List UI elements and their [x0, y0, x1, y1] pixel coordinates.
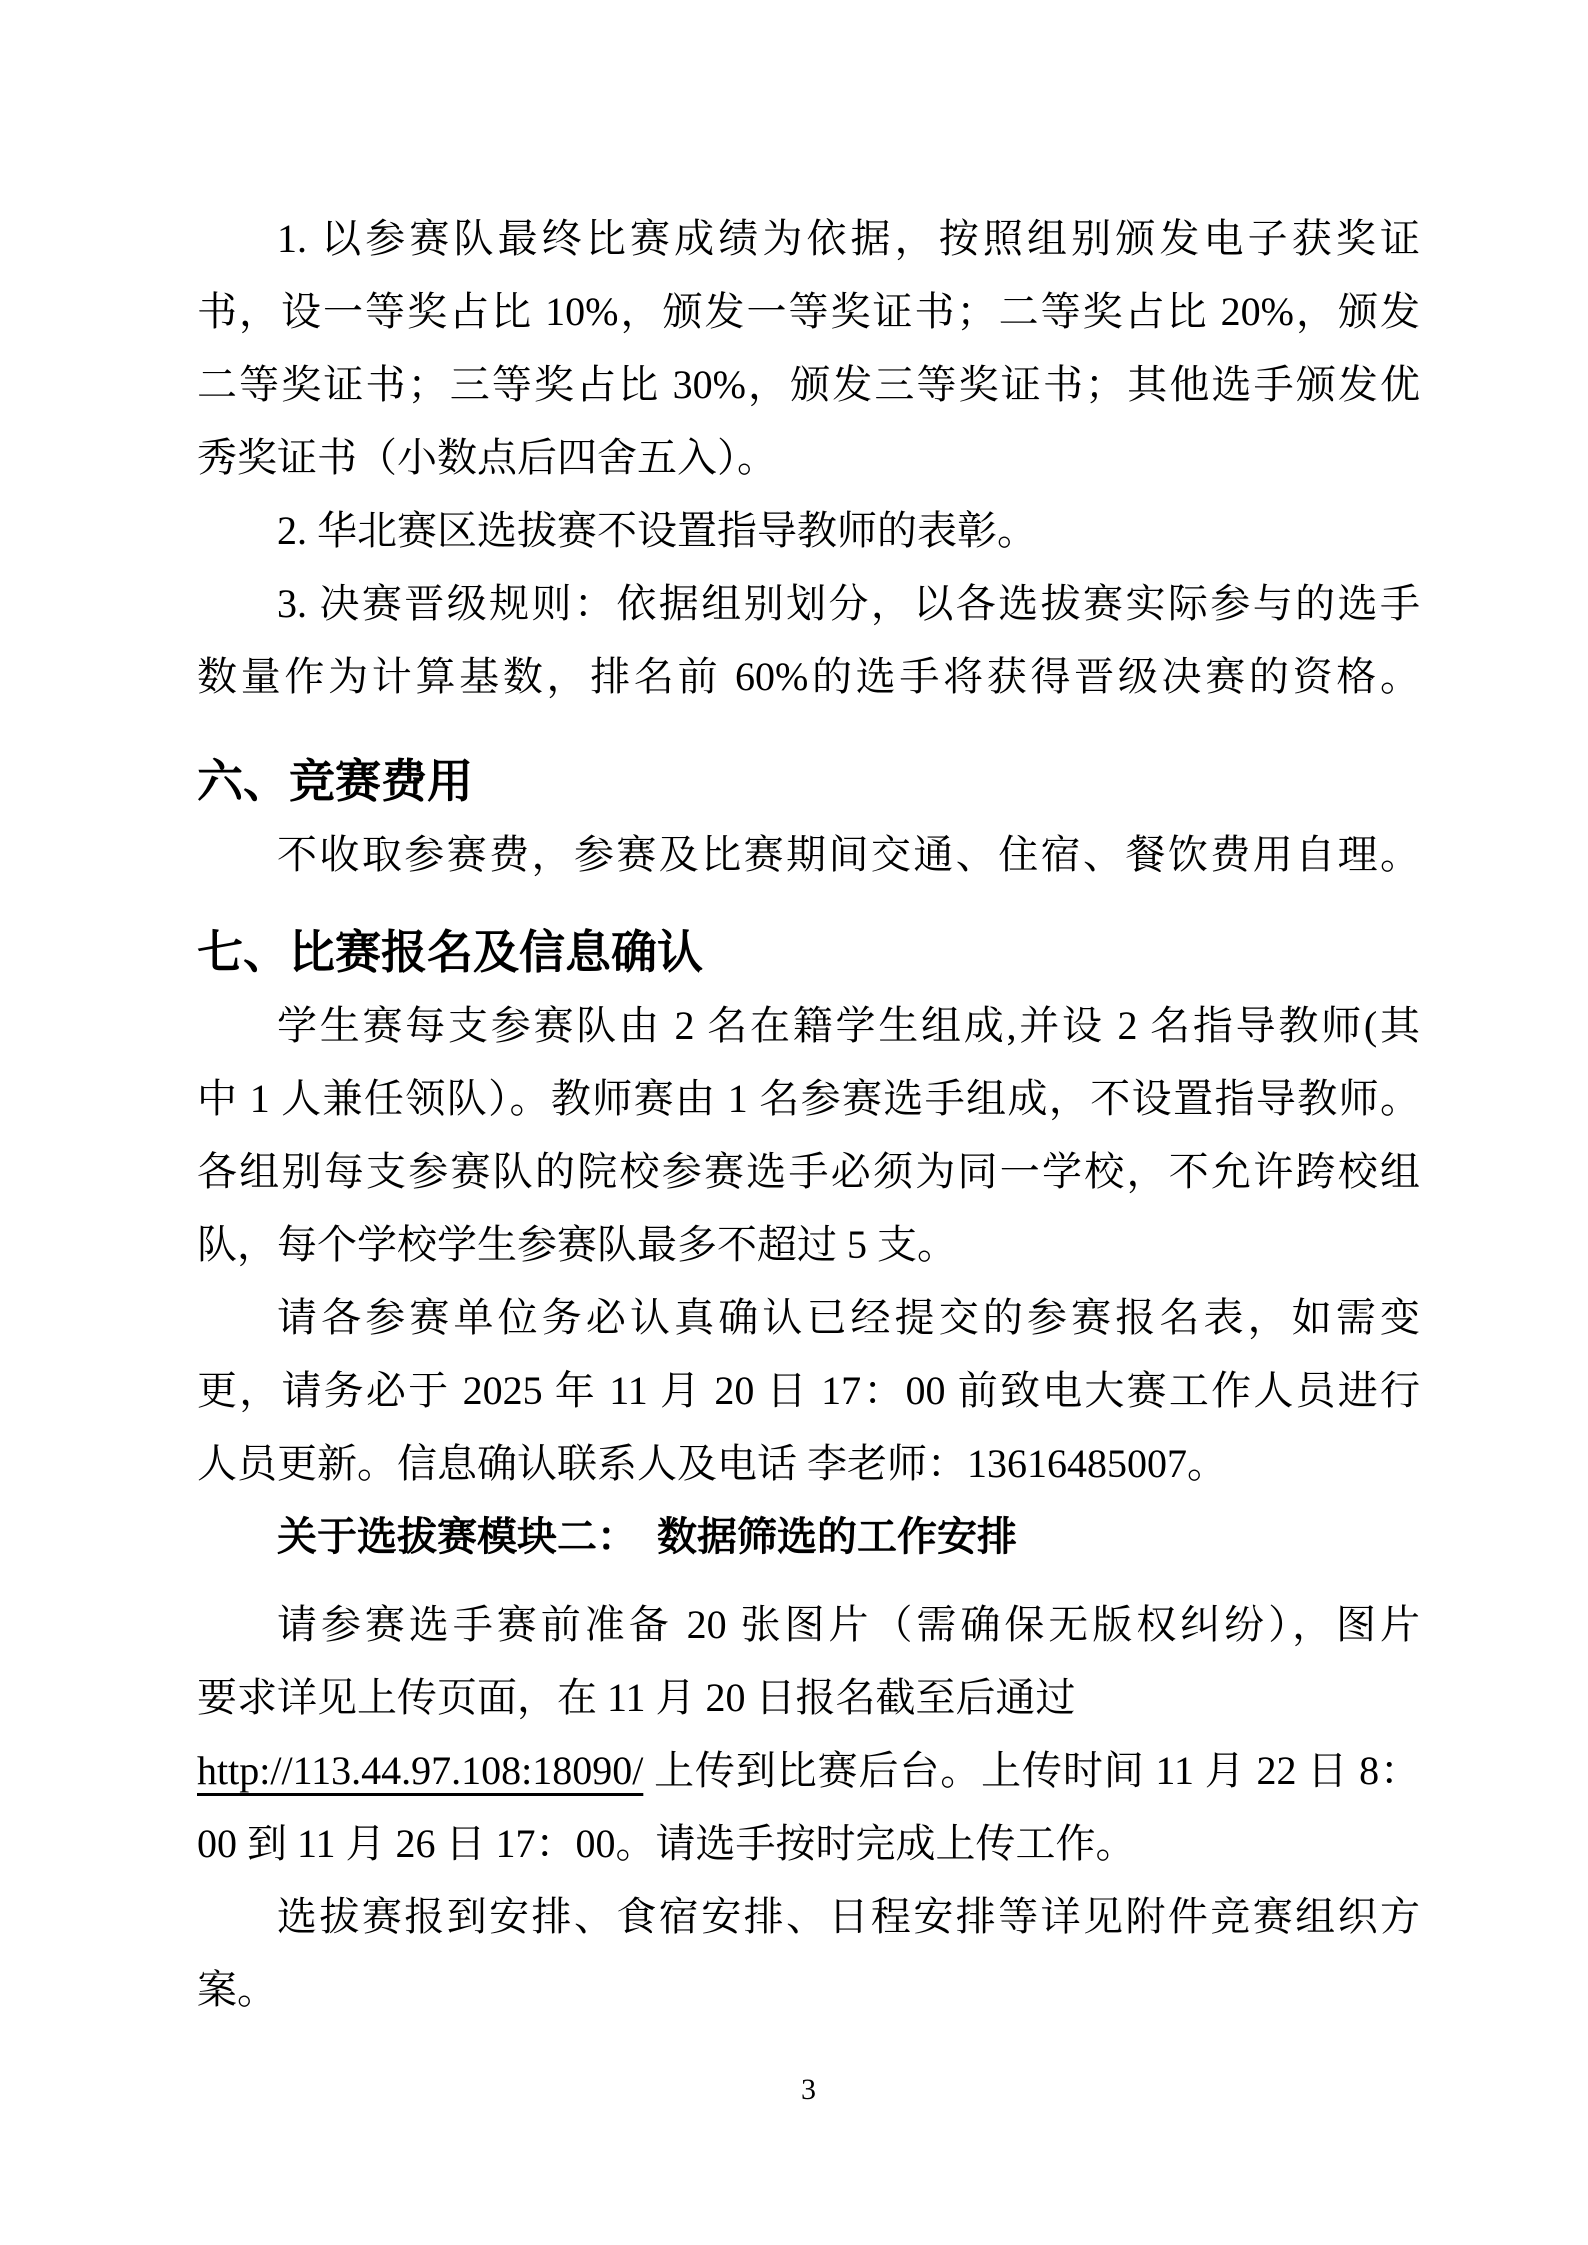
award-rule-1-line: 书，设一等奖占比 10%，颁发一等奖证书；二等奖占比 20%，颁发	[197, 289, 1420, 334]
module2-title-line: 关于选拔赛模块二： 数据筛选的工作安排	[277, 1514, 1017, 1559]
upload-url-line	[197, 1734, 1420, 1807]
team-rules-line: 中 1 人兼任领队）。教师赛由 1 名参赛选手组成，不设置指导教师。	[197, 1076, 1420, 1121]
team-rules-line: 学生赛每支参赛队由 2 名在籍学生组成,并设 2 名指导教师(其	[277, 1003, 1420, 1048]
award-rule-1-line: 秀奖证书（小数点后四舍五入）。	[197, 435, 777, 480]
info-confirm-line: 请各参赛单位务必认真确认已经提交的参赛报名表，如需变	[277, 1295, 1420, 1340]
info-confirm-line: 人员更新。信息确认联系人及电话 李老师：13616485007。	[197, 1441, 1227, 1486]
team-rules-line: 队，每个学校学生参赛队最多不超过 5 支。	[197, 1222, 957, 1267]
award-rule-3-line: 数量作为计算基数，排名前 60%的选手将获得晋级决赛的资格。	[197, 654, 1420, 699]
attachment-note-line: 选拔赛报到安排、食宿安排、日程安排等详见附件竞赛组织方	[277, 1894, 1420, 1939]
section-6-fees	[197, 745, 1420, 891]
team-rules-line: 各组别每支参赛队的院校参赛选手必须为同一学校，不允许跨校组	[197, 1149, 1420, 1194]
award-rule-3-line: 3. 决赛晋级规则：依据组别划分，以各选拔赛实际参与的选手	[277, 581, 1420, 626]
award-rule-2-line: 2. 华北赛区选拔赛不设置指导教师的表彰。	[277, 508, 1037, 553]
upload-instructions-line: 请参赛选手赛前准备 20 张图片（需确保无版权纠纷），图片	[277, 1602, 1420, 1647]
upload-url-line-text: 上传到比赛后台。上传时间 11 月 22 日 8：	[643, 1748, 1420, 1793]
award-rules-section	[197, 202, 1420, 713]
upload-instructions-line: 要求详见上传页面，在 11 月 20 日报名截至后通过	[197, 1675, 1076, 1720]
page-content	[197, 202, 1420, 2026]
section-6-heading: 六、竞赛费用	[197, 755, 473, 807]
award-rule-1-line: 1. 以参赛队最终比赛成绩为依据，按照组别颁发电子获奖证	[277, 216, 1420, 261]
section-6-body-line: 不收取参赛费，参赛及比赛期间交通、住宿、餐饮费用自理。	[277, 832, 1420, 877]
info-confirm-line: 更，请务必于 2025 年 11 月 20 日 17：00 前致电大赛工作人员进行	[197, 1368, 1420, 1413]
award-rule-1-line: 二等奖证书；三等奖占比 30%，颁发三等奖证书；其他选手颁发优	[197, 362, 1420, 407]
section-7-registration	[197, 916, 1420, 2026]
section-7-heading: 七、比赛报名及信息确认	[197, 926, 703, 978]
page-number: 3	[801, 2073, 816, 2106]
upload-instructions-line: 00 到 11 月 26 日 17：00。请选手按时完成上传工作。	[197, 1821, 1136, 1866]
attachment-note-line: 案。	[197, 1967, 277, 2012]
upload-url-link[interactable]: http://113.44.97.108:18090/	[197, 1748, 644, 1793]
